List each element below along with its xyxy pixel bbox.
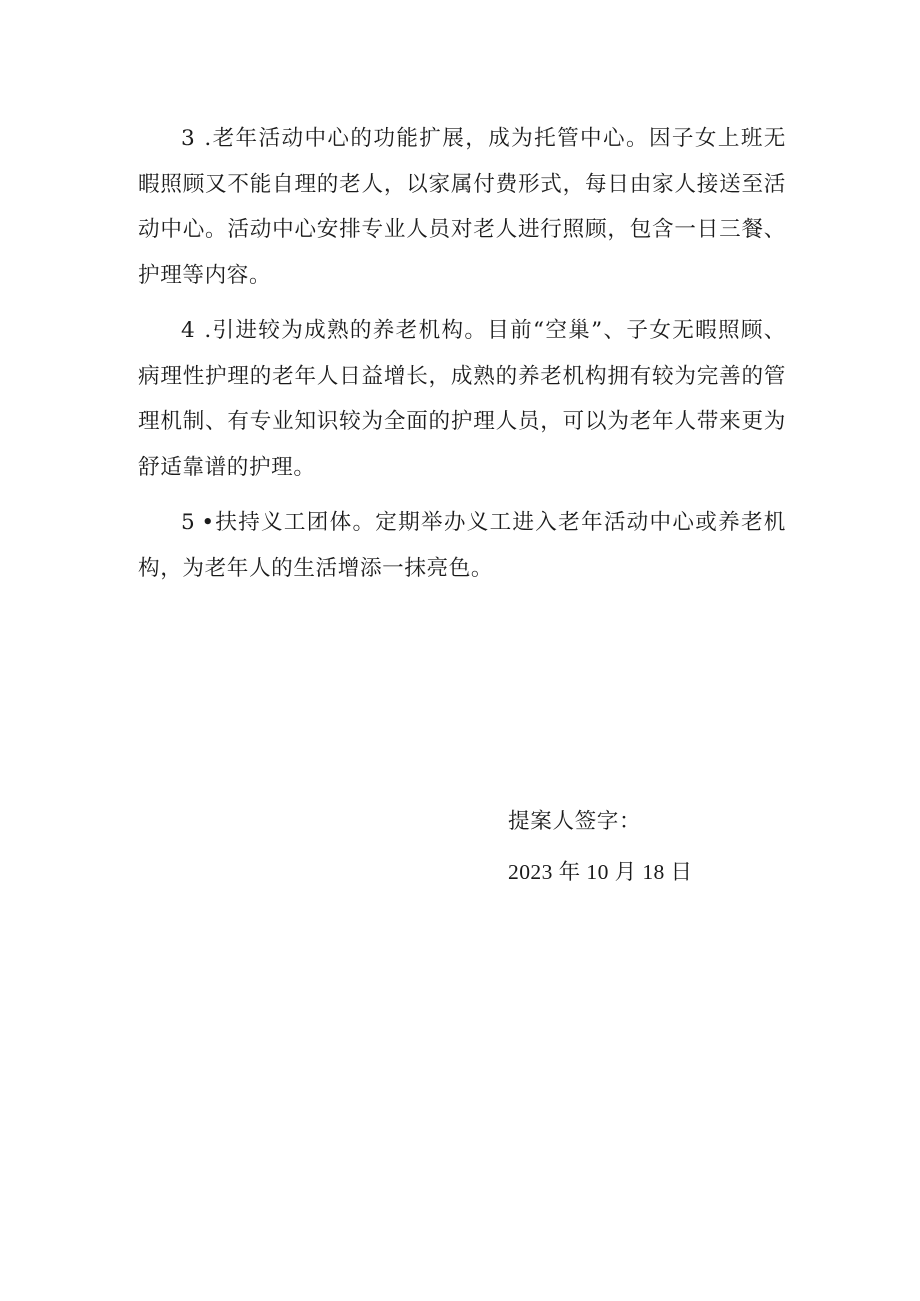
paragraph-4 [138,308,786,490]
proposal-date: 2023 年 10 月 18 日 [508,860,693,884]
proposal-body [138,116,786,601]
paragraph-text: •扶持义工团体。定期举办义工进入老年活动中心或养老机构，为老年人的生活增添一抹亮色。 [138,510,786,581]
paragraph-number: 4 [181,318,196,343]
paragraph-text: .老年活动中心的功能扩展，成为托管中心。因子女上班无暇照顾又不能自理的老人，以家属付费形式，每日由家人接送至活动中心。活动中心安排专业人员对老人进行照顾，包含一日三餐、护理等内容。 [138,126,786,288]
paragraph-5 [138,500,786,591]
paragraph-text: .引进较为成熟的养老机构。目前“空巢”、子女无暇照顾、病理性护理的老年人日益增长，成熟的养老机构拥有较为完善的管理机制、有专业知识较为全面的护理人员，可以为老年人带来更为舒适靠谱的护理。 [138,318,786,480]
signature-label: 提案人签字： [508,809,642,834]
paragraph-number: 5 [181,510,196,535]
paragraph-number: 3 [181,126,196,151]
paragraph-3 [138,116,786,298]
